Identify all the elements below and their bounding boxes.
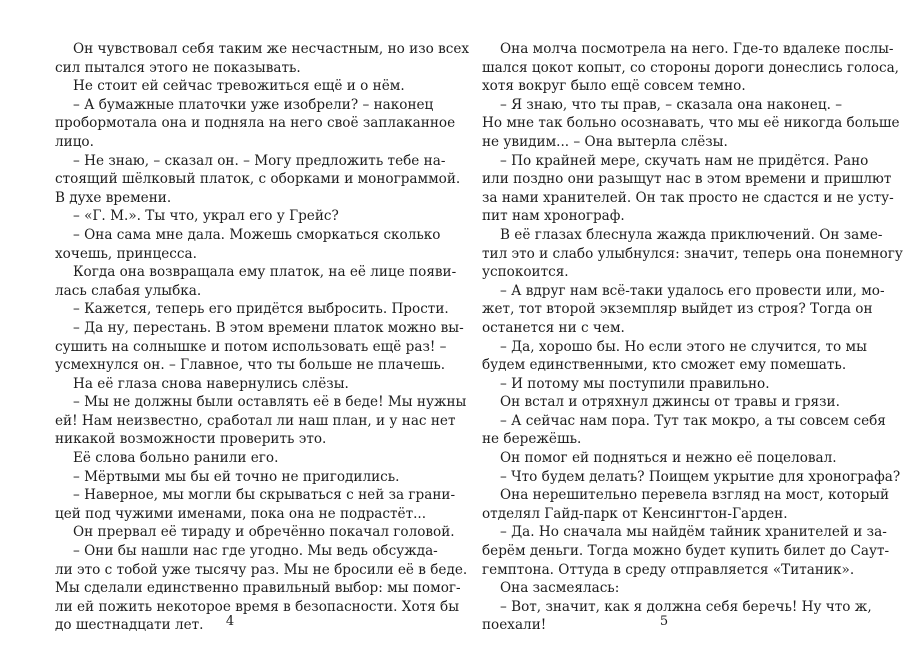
- text-line: – «Г. М.». Ты что, украл его у Грейс?: [73, 208, 339, 225]
- text-line: – Вот, значит, как я должна себя беречь! Ну что ж,: [500, 598, 872, 615]
- text-line: никакой возможности проверить это.: [55, 431, 327, 448]
- text-line: – Я знаю, что ты прав, – сказала она наконец. –: [500, 96, 843, 113]
- text-line: стоящий шёлковый платок, с оборками и монограммой.: [55, 171, 461, 188]
- text-line: В её глазах блеснула жажда приключений. Он заме-: [500, 226, 883, 243]
- text-line: Она засмеялась:: [500, 580, 620, 597]
- text-line: лась слабая улыбка.: [55, 282, 202, 299]
- text-line: – По крайней мере, скучать нам не придётся. Рано: [500, 152, 869, 169]
- text-line: Он помог ей подняться и нежно её поцеловал.: [500, 450, 837, 467]
- text-line: сушить на солнышке и потом использовать ещё раз! –: [55, 338, 447, 355]
- text-line: до шестнадцати лет.: [55, 617, 204, 634]
- left-page-text: [55, 40, 470, 635]
- text-line: гемптона. Оттуда в среду отправляется «Титаник».: [482, 561, 855, 578]
- text-line: отделял Гайд-парк от Кенсингтон-Гарден.: [482, 505, 788, 522]
- text-line: за нами хранителей. Он так просто не сдастся и не усту-: [482, 189, 894, 206]
- text-line: хотя вокруг было ещё совсем темно.: [482, 78, 746, 95]
- text-line: берём деньги. Тогда можно будет купить билет до Саут-: [482, 543, 890, 560]
- right-page-text: [482, 40, 903, 635]
- right-page: [482, 40, 903, 635]
- text-line: – Не знаю, – сказал он. – Могу предложить тебе на-: [73, 152, 446, 169]
- text-line: – Она сама мне дала. Можешь сморкаться сколько: [73, 226, 441, 243]
- text-line: останется ни с чем.: [482, 319, 625, 336]
- text-line: Он встал и отряхнул джинсы от травы и грязи.: [500, 394, 840, 411]
- text-line: Не стоит ей сейчас тревожиться ещё и о нём.: [73, 78, 405, 95]
- text-line: сил пытался этого не показывать.: [55, 59, 301, 76]
- text-line: жет, тот второй экземпляр выйдет из строя? Тогда он: [482, 301, 873, 318]
- text-line: шался цокот копыт, со стороны дороги донеслись голоса,: [482, 59, 899, 76]
- text-line: ей! Нам неизвестно, сработал ли наш план, и у нас нет: [55, 412, 456, 429]
- text-line: – Да ну, перестань. В этом времени платок можно вы-: [73, 319, 464, 336]
- text-line: Мы сделали единственно правильный выбор: мы помог-: [55, 580, 461, 597]
- text-line: На её глаза снова навернулись слёзы.: [73, 375, 349, 392]
- text-line: – Наверное, мы могли бы скрываться с ней за грани-: [73, 487, 456, 504]
- text-line: Она молча посмотрела на него. Где-то вдалеке послы-: [500, 41, 894, 57]
- text-line: – Да, хорошо бы. Но если этого не случится, то мы: [500, 338, 867, 355]
- text-line: Он чувствовал себя таким же несчастным, но изо всех: [73, 41, 470, 57]
- text-line: – Они бы нашли нас где угодно. Мы ведь обсужда-: [73, 543, 438, 560]
- text-line: – Кажется, теперь его придётся выбросить. Прости.: [73, 301, 449, 318]
- text-line: не увидим... – Она вытерла слёзы.: [482, 133, 728, 150]
- text-line: тил это и слабо улыбнулся: значит, теперь она понемногу: [482, 245, 903, 262]
- text-line: Когда она возвращала ему платок, на её лице появи-: [73, 264, 457, 281]
- text-line: – А сейчас нам пора. Тут так мокро, а ты совсем себя: [500, 412, 886, 429]
- text-line: усмехнулся он. – Главное, что ты больше не плачешь.: [55, 357, 446, 374]
- text-line: ли это с тобой уже тысячу раз. Мы не бросили её в беде.: [55, 561, 468, 578]
- text-line: Её слова больно ранили его.: [73, 450, 279, 467]
- left-page: [55, 40, 470, 635]
- text-line: будем единственными, кто сможет ему помешать.: [482, 357, 847, 374]
- text-line: – Что будем делать? Поищем укрытие для хронографа?: [500, 468, 901, 485]
- text-line: пробормотала она и подняла на него своё заплаканное: [55, 115, 456, 132]
- text-line: цей под чужими именами, пока она не подрастёт...: [55, 505, 427, 522]
- text-line: – Мы не должны были оставлять её в беде! Мы нужны: [73, 394, 467, 411]
- text-line: В духе времени.: [55, 189, 172, 206]
- text-line: – А бумажные платочки уже изобрели? – наконец: [73, 96, 434, 113]
- text-line: не бережёшь.: [482, 431, 582, 448]
- text-line: Он прервал её тираду и обречённо покачал головой.: [73, 524, 455, 541]
- text-line: Она нерешительно перевела взгляд на мост, который: [500, 487, 890, 504]
- text-line: пит нам хронограф.: [482, 208, 625, 225]
- text-line: или поздно они разыщут нас в этом времени и пришлют: [482, 171, 892, 188]
- text-line: лицо.: [55, 133, 94, 150]
- text-line: – Да. Но сначала мы найдём тайник хранителей и за-: [500, 524, 887, 541]
- text-line: успокоится.: [482, 264, 569, 281]
- text-line: поехали!: [482, 617, 547, 634]
- text-line: – И потому мы поступили правильно.: [500, 375, 770, 392]
- left-page-number: 4: [225, 614, 235, 629]
- text-line: – Мёртвыми мы бы ей точно не пригодились.: [73, 468, 400, 485]
- text-line: Но мне так больно осознавать, что мы её никогда больше: [482, 115, 900, 132]
- text-line: ли ей пожить некоторое время в безопасности. Хотя бы: [55, 598, 460, 615]
- text-line: хочешь, принцесса.: [55, 245, 197, 262]
- right-page-number: 5: [659, 614, 669, 629]
- text-line: – А вдруг нам всё-таки удалось его провести или, мо-: [500, 282, 885, 299]
